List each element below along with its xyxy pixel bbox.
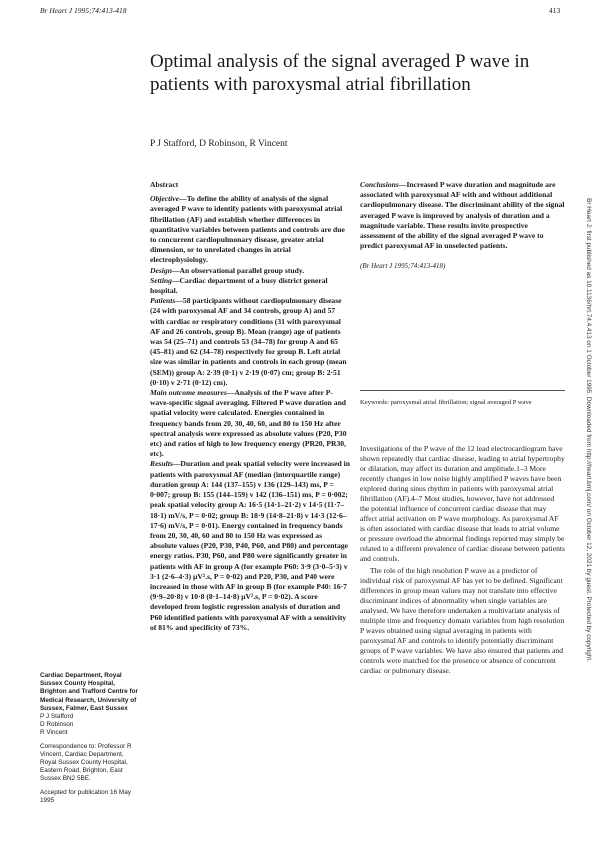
abstract-setting xyxy=(150,276,350,296)
setting-label: Setting xyxy=(150,275,172,285)
download-notice: Br Heart J: first published as 10.1136/hrt.74.4.413 on 1 October 1995. Downloaded from http://heart.bmj.com/ on October 12, 2021 by guest. Protected by copyright. xyxy=(585,198,592,662)
setting-text: —Cardiac department of a busy district general hospital. xyxy=(150,275,328,296)
correspondence-address: Correspondence to: Professor R Vincent, Cardiac Department, Royal Sussex County Hospital, Eastern Road, Brighton, East Sussex BN2 5BE. xyxy=(40,742,132,783)
affiliation-author: P J Stafford xyxy=(40,713,74,721)
abstract-left-column xyxy=(150,180,350,633)
abstract-results xyxy=(150,459,350,632)
body-paragraph: Investigations of the P wave of the 12 lead electrocardiogram have shown repeatedly that cardiac disease, leading to atrial hypertrophy or dilatation, may affect its duration and amplitude.1–3 More recently changes in low noise highly amplified P waves have been explored during sinus rhythm in patients with paroxysmal atrial fibrillation (AF).4–7 Most studies, however, have not addressed the potential influence of concurrent cardiac disease that may affect atrial activation on P wave morphology. As paroxysmal AF is often associated with cardiac disease that leads to atrial volume or pressure overload the abnormal findings reported may simply be related to a different prevalence of cardiac disease between patients and controls. xyxy=(360,444,565,563)
abstract-heading: Abstract xyxy=(150,180,179,189)
patients-label: Patients xyxy=(150,296,176,306)
affiliation-author: R Vincent xyxy=(40,729,68,737)
article-title: Optimal analysis of the signal averaged P wave in patients with paroxysmal atrial fibrillation xyxy=(150,51,530,95)
abstract-measures xyxy=(150,388,350,459)
keywords-label: Keywords: xyxy=(360,399,389,406)
abstract-objective xyxy=(150,194,350,265)
affiliation-department: Cardiac Department, Royal Sussex County Hospital, Brighton and Trafford Centre for Medical Research, University of Sussex, Falmer, East Sussex xyxy=(40,672,138,712)
results-label: Results xyxy=(150,459,173,469)
body-text-column xyxy=(360,444,565,676)
conclusions-label: Conclusions xyxy=(360,180,399,189)
results-text: —Duration and peak spatial velocity were increased in patients with paroxysmal AF (median (interquartile range) duration group A: 144 (137–155) v 136 (129–143) ms, P = 0·007; group B: 155 (144–159) v 142 (136–151) ms, P = 0·002; peak spatial velocity group A: 16·5 (14·1–21·2) v 14·5 (11·7–18·1) mV/s, P = 0·02; group B: 18·9 (14·8–21·8) v 14·3 (12·6–17·6) mV/s, P = 0·01). Energy contained in frequency bands from 20, 30, 40, 60 and 80 to 150 Hz was expressed as absolute values (P20, P30, P40, P60, and P80) and percentage energy ratios. P30, P60, and P80 were significantly greater in patients with AF in group A (for example P60: 3·9 (3·0–5·3) v 3·1 (2·6–4·3) µV².s, P = 0·02) and P20, P30, and P40 were increased in those with AF in group B (for example P40: 16·7 (9·9–20·8) v 10·8 (8·1–14·8) µV².s, P = 0·02). A score developed from logistic regression analysis of duration and P60 identified patients with paroxysmal AF with a sensitivity of 81% and specificity of 73%. xyxy=(150,459,350,632)
abstract-right-column xyxy=(360,180,565,272)
author-list: P J Stafford, D Robinson, R Vincent xyxy=(150,139,288,149)
measures-text: —Analysis of the P wave after P-wave-specific signal averaging. Filtered P wave duration and spatial velocity were calculated. Energies contained in frequency bands from 20, 30, 40, 60, and 80 to 150 Hz after spectral analysis were expressed as absolute values (P20, P30 etc) and ratios of high to low frequency energy (PR20, PR30, etc). xyxy=(150,388,347,459)
abstract-citation: (Br Heart J 1995;74:413-418) xyxy=(360,262,446,271)
abstract-design xyxy=(150,266,350,276)
abstract-patients xyxy=(150,296,350,388)
keywords-block xyxy=(360,390,565,407)
measures-label: Main outcome measures xyxy=(150,388,227,398)
objective-label: Objective xyxy=(150,194,180,204)
keywords-text: paroxysmal atrial fibrillation; signal averaged P wave xyxy=(390,399,532,406)
objective-text: —To define the ability of analysis of the signal averaged P wave to identify patients with paroxysmal atrial fibrillation (AF) and establish whether differences in quantitative variables between patients and controls are due to concurrent cardiopulmonary disease, greater atrial dimension, or to unrelated changes in atrial electrophysiology. xyxy=(150,194,345,265)
affiliation-author: D Robinson xyxy=(40,721,74,729)
affiliation-block xyxy=(40,672,140,805)
design-label: Design xyxy=(150,265,172,275)
journal-reference: Br Heart J 1995;74:413-418 xyxy=(40,6,127,15)
accepted-date: Accepted for publication 16 May 1995 xyxy=(40,788,131,804)
patients-text: —58 participants without cardiopulmonary disease (24 with paroxysmal AF and 34 controls, group A) and 57 with cardiac or respiratory conditions (31 with paroxysmal AF and 26 controls, group B). Mean (range) age of patients was 54 (25–71) and controls 53 (34–78) for group A and 65 (45–81) and 62 (34–78) respectively for group B. Left atrial size was similar in patients and controls in each group (mean (SEM)) group A: 2·39 (0·1) v 2·19 (0·07) cm; group B: 2·51 (0·10) v 2·71 (0·12) cm). xyxy=(150,296,347,387)
design-text: —An observational parallel group study. xyxy=(171,265,305,275)
page-number: 413 xyxy=(549,6,561,15)
abstract-conclusions xyxy=(360,180,565,251)
body-paragraph: The role of the high resolution P wave as a predictor of individual risk of paroxysmal AF has yet to be defined. Significant differences in group mean values may not translate into effective discriminant indices of abnormality when single variables are analysed. We have therefore undertaken a multivariate analysis of multiple time and frequency domain variables from high resolution P waves obtained using signal averaging in patients with paroxysmal AF and controls to identify potentially discriminant groups of P wave variables. We have also ensured that patients and controls were matched for the presence or absence of concurrent cardiac or pulmonary disease. xyxy=(360,566,565,675)
conclusions-text: —Increased P wave duration and magnitude are associated with paroxysmal AF with and without additional cardiopulmonary disease. The discriminant ability of the signal averaged P wave is improved by analysis of duration and a magnitude variable. These results invite prospective assessment of the ability of the signal averaged P wave to predict paroxysmal AF in unselected patients. xyxy=(360,180,565,251)
